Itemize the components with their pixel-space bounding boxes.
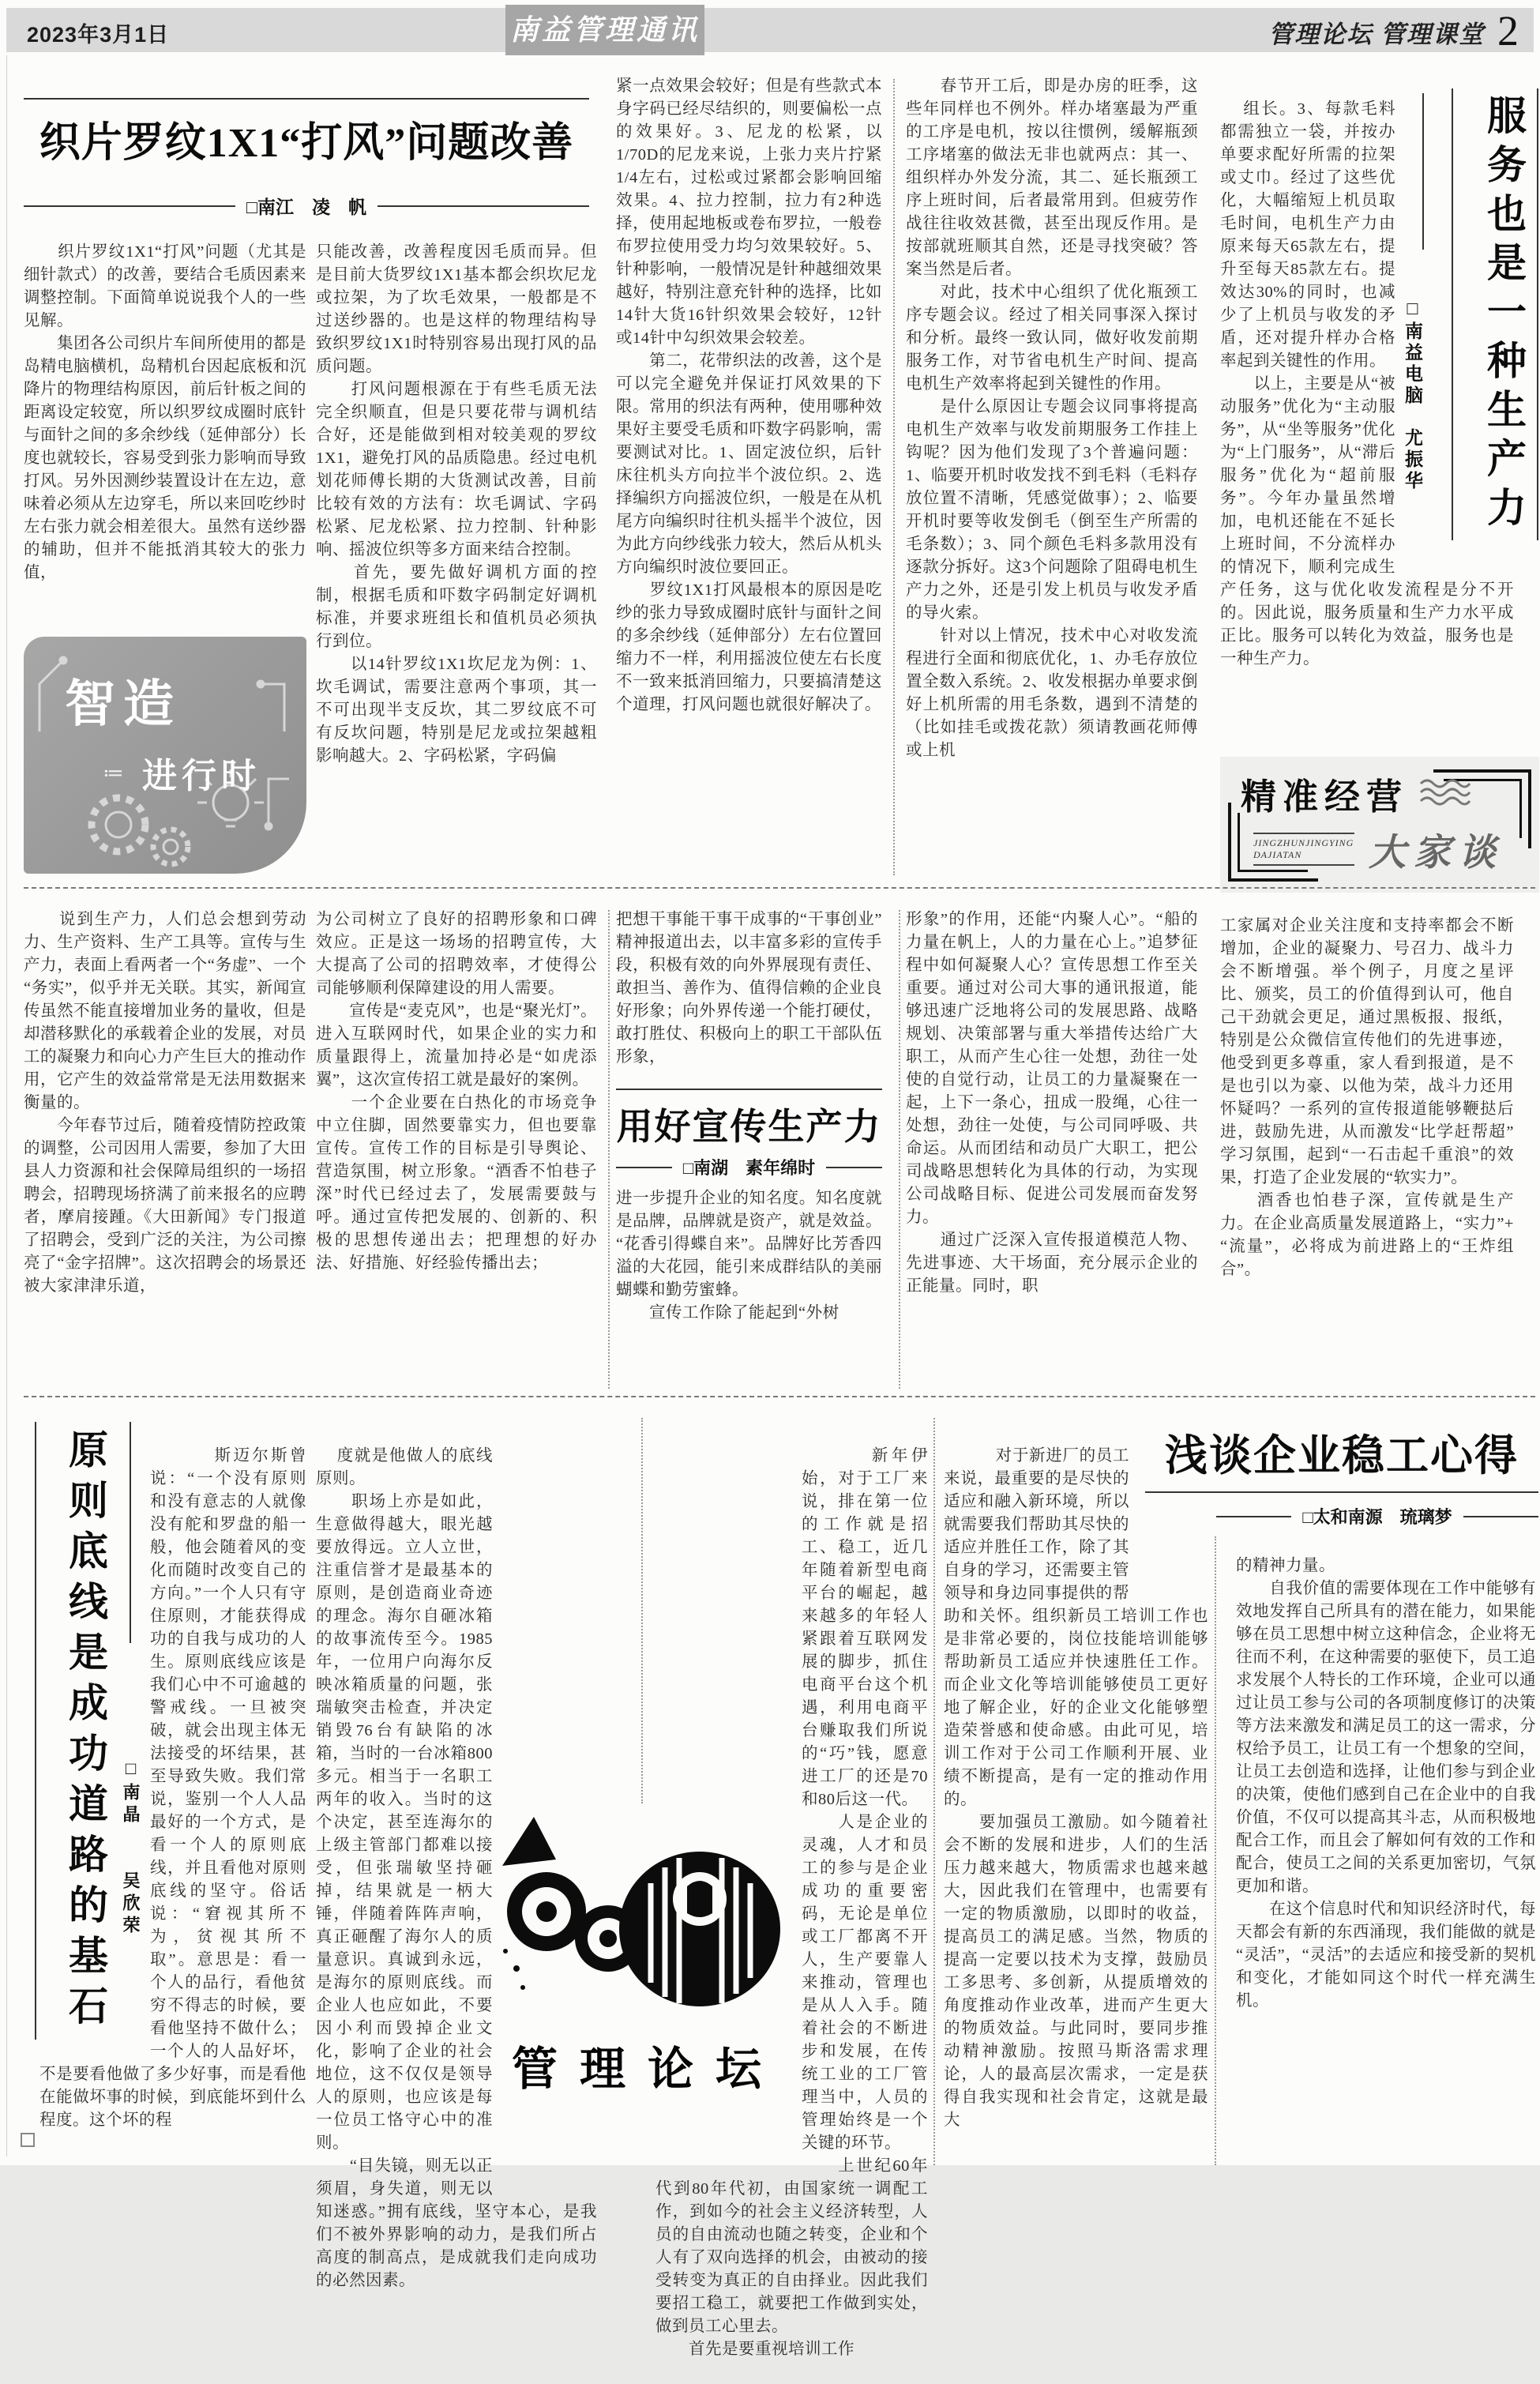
a2-column-1: 春节开工后，即是办房的旺季，这些年同样也不例外。样办堵塞最为严重的工序是电机，按以往惯例，缓解瓶颈工序堵塞的做法无非也就两点：其一、组织样办外发分流，其二、延长瓶颈工序上班时间，后者最常用到。但疲劳作战往往收效甚微，甚至出现反作用。是按部就班顺其自然，还是寻找突破？答案当然是后者。 对此，技术中心组织了优化瓶颈工序专题会议。经过了相关同事深入探讨和分析。最终一致认同，做好收发前期服务工作，对节省电机生产时间、提高电机生产效率将起到关键性的作用。 是什么原因让专题会议同事将提高电机生产效率与收发前期服务工作挂上钩呢？因为他们发现了3个普遍问题：1、临要开机时收发找不到毛料（毛料存放位置不清晰，凭感觉做事）；2、临要开机时要等收发倒毛（倒至生产所需的毛条数）；3、同个颜色毛料多款用没有逐款分拆好。这3个问题除了阻碍电机生产力之外，还是引发上机员与收发矛盾的导火索。 针对以上情况，技术中心对收发流程进行全面和彻底优化，1、办毛存放位置全数入系统。2、收发根据办单要求倒好上机所需的用毛条数，遇到不清楚的（比如挂毛或拨花款）须请教画花师傅或上机 [906,77,1198,759]
a3-column-3 [616,908,882,1395]
a3-title-rule [616,1089,882,1090]
a2-column-2-text: 组长。3、每款毛料都需独立一袋，并按办单要求配好所需的拉架或丈巾。经过了这些优化，大幅缩短上机员取毛时间，电机生产力由原来每天65款左右，提升至每天85款左右。提效达30%的同时，也减少了上机员与收发的矛盾，还对提升样办合格率起到关键性的作用。 以上，主要是从“被动服务”优化为“主动服务”，从“坐等服务”优化为“上门服务”，从“滞后服务”优化为“超前服务”。今年办量虽然增加，电机还能在不延长上班时间，不分流样办的情况下，顺利完成生产任务，这与优化收发流程是分不开的。因此说，服务质量和生产力水平成正比。服务可以转化为效益，服务也是一种生产力。 [1220,100,1514,667]
zhizao-line1: 智造 [65,676,182,732]
column-divider [641,1418,643,1803]
zhizao-line2: 进行时 [142,757,261,795]
promo-line2: 大家谈 [1369,833,1504,874]
a3-column-4: 形象”的作用，还能“内聚人心”。“船的力量在帆上，人的力量在心上。”追梦征程中如何凝聚人心？宣传思想工作至关重要。通过对公司大事的通讯报道，能够迅速广泛地将公司的发展思路、战略规划、决策部署与重大举措传达给广大职工，从而产生心往一处想，劲往一处使的自觉行动，让员工的力量凝聚在一起，上下一条心，扭成一股绳，心往一处想，劲往一处使，与公司同呼吸、共命运。从而团结和动员广大职工，把公司战略思想转化为具体的行动，为实现公司战略目标、促进公司发展而奋发努力。 通过广泛深入宣传报道模范人物、先进事迹、大干场面，充分展示企业的正能量。同时，职 [906,911,1198,1295]
page-number: 2 [1497,7,1519,55]
a1-byline-rule-right [377,205,589,207]
column-divider [1215,1536,1216,2165]
a1-title: 织片罗纹1X1“打风”问题改善 [39,121,574,166]
a4-title: 原则底线是成功道路的基石 [63,1429,107,2036]
a1-top-rule [24,98,589,100]
column-divider [899,910,900,1389]
a2-byline-rule-top [1422,93,1424,250]
column-divider [893,79,895,875]
a1-column-1: 织片罗纹1X1“打风”问题（尤其是细针款式）的改善，要结合毛质因素来调整控制。下面简单说说我个人的一些见解。 集团各公司织片车间所使用的都是岛精电脑横机，岛精机台因起底板和沉降片的物理结构原因，前后针板之间的距离设定较宽，所以织罗纹成圈时底针与面针之间的多余纱线（延伸部分）长度也就较长，容易受到张力影响而导致打风。另外因测纱装置设计在左边，意味着必须从左边穿毛，所以来回吃纱时左右张力就会相差很大。虽然有送纱器的辅助，但并不能抵消其较大的张力值， [24,243,306,581]
a5-column-1-text: 新年伊始，对于工厂来说，排在第一位的工作就是招工、稳工，近几年随着新型电商平台的崛起，越来越多的年轻人紧跟着互联网发展的脚步，抓住电商平台这个机遇，利用电商平台赚取我们所说的“巧”钱，愿意进工厂的还是70和80后这一代。 人是企业的灵魂，人才和员工的参与是企业成功的重要密码，无论是单位或工厂都离不开人，生产要靠人来推动，管理也是从人入手。随着社会的不断进步和发展，在传统工业的工厂管理当中，人员的管理始终是一个关键的环节。 上世纪60年代到80年代初，由国家统一调配工作，到如今的社会主义经济转型，人员的自由流动也随之转变，企业和个人有了双向选择的机会，由被动的接受转变为真正的自由择业。因此我们要招工稳工，就要把工作做到实处，做到员工心里去。 首先是要重视培训工作 [655,1447,928,2358]
promo-line1: 精准经营 [1241,777,1409,817]
a5-column-2-text: 对于新进厂的员工来说，最重要的是尽快的适应和融入新环境，所以就需要我们帮助其尽快的适应并胜任工作，除了其自身的学习，还需要主管领导和身边同事提供的帮助和关怀。组织新员工培训工作也是非常必要的，岗位技能培训能够帮助新员工适应并快速胜任工作。而企业文化等培训能够使员工更好地了解企业，好的企业文化能够塑造荣誉感和使命感。由此可见，培训工作对于公司工作顺利开展、业绩不断提高，是有一定的推动作用的。 要加强员工激励。如今随着社会不断的发展和进步，人们的生活压力越来越大，物质需求也越来越大，因此我们在管理中，也需要有一定的物质激励，以即时的收益，提高员工的满足感。当然，物质的提高一定要以技术为支撑，鼓励员工多思考、多创新，从提质增效的角度推动作业改革，进而产生更大的物质效益。与此同时，要同步推动精神激励。按照马斯洛需求理论，人的最高层次需求，一定是获得自我实现和社会肯定，这就是最大 [944,1447,1208,2129]
a3-byline-row [616,1155,882,1179]
a5-column-2 [944,1422,1208,2165]
list-icon: ≔ [103,761,124,784]
a5-byline: □太和南源 琉璃梦 [1302,1507,1452,1527]
jingzhun-promo-box [1220,757,1539,893]
a2-byline: □南益电脑 尤振华 [1403,298,1422,492]
a4-title-rule-left [35,1422,36,2040]
section-divider [24,1396,1535,1397]
masthead-title: 南益管理通讯 [505,5,704,55]
a2-title-rule-left [1452,88,1453,540]
a5-column-3: 的精神力量。 自我价值的需要体现在工作中能够有效地发挥自己所具有的潜在能力，如果能够在员工思想中树立这种信念，企业将无往而不利，在这种需要的驱使下，员工追求发展个人特长的工作环境，企业可以通过让员工参与公司的各项制度修订的决策等方法来激发和满足员工的这一需求，分权给予员工，让员工有一个想象的空间，让员工去创造和选择，让他们参与到企业的决策，使他们感到自己在企业中的自我价值，不仅可以提高其斗志，从而积极地配合工作，而且会了解如何有效的工作和配合，使员工之间的关系更加密切，气氛更加和谐。 在这个信息时代和知识经济时代，每天都会有新的东西涌现，我们能做的就是“灵活”，“灵活”的去适应和接受新的契机和变化，才能如同这个时代一样充满生机。 [1236,1557,1536,2010]
a4-column-1 [39,1422,306,2165]
a1-byline-row [24,193,589,219]
column-divider [608,910,610,1389]
zhizao-promo-box [24,637,306,874]
a1-column-2: 只能改善，改善程度因毛质而异。但是目前大货罗纹1X1基本都会织坎尼龙或拉架，为了坎毛效果，一般都是不过送纱器的。也是这样的物理结构导致织罗纹1X1时特别容易出现打风的品质问题。 打风问题根源在于有些毛质无法完全织顺直，但是只要花带与调机结合好，还是能做到相对较美观的罗纹1X1，避免打风的品质隐患。经过电机划花师傅长期的大货测试改善，目前比较有效的方法有：坎毛调试、字码松紧、尼龙松紧、拉力控制、针种影响、摇波位织等多方面来结合控制。 首先，要先做好调机方面的控制，根据毛质和吓数字码制定好调机标准，并要求班组长和值机员必须执行到位。 以14针罗纹1X1坎尼龙为例：1、坎毛调试，需要注意两个事项，其一不可出现半支反坎，其二罗纹底不可有反坎问题，特别是尼龙或拉架越粗影响越大。2、字码松紧，字码偏 [316,243,597,765]
a2-title: 服务也是一种生产力 [1482,95,1526,536]
a3-column-1: 说到生产力，人们总会想到劳动力、生产资料、生产工具等。宣传与生产力，表面上看两者一个“务虚”、一个“务实”，似乎并无关联。其实，新闻宣传虽然不能直接增加业务的量收，但是却潜移默化的承载着企业的发展，对员工的凝聚力和向心力产生巨大的推动作用，它产生的效益常常是无法用数据来衡量的。 今年春节过后，随着疫情防控政策的调整，公司因用人需要，参加了大田县人力资源和社会保障局组织的一场招聘会，招聘现场挤满了前来报名的应聘者，摩肩接踵。《大田新闻》专门报道了招聘会，受到广泛的关注，为公司擦亮了“金字招牌”。这次招聘会的场景还被大家津津乐道， [24,911,306,1295]
column-divider [933,1418,935,2165]
a1-column-3: 紧一点效果会较好；但是有些款式本身字码已经尽结织的，则要偏松一点的效果好。3、尼龙的松紧，以1/70D的尼龙来说，上张力夹片拧紧1/4左右，过松或过紧都会影响回缩效果。4、拉力控制，拉力有2种选择，使用起地板或卷布罗拉，一般卷布罗拉使用受力均匀效果较好。5、针种影响，一般情况是针种越细效果越好，特别注意充针种的选择，比如14针大货16针织效果会较好，12针或14针中勾织效果会较差。 第二，花带织法的改善，这个是可以完全避免并保证打风效果的下限。常用的织法有两种，使用哪种效果好主要受毛质和吓数字码影响，需要测试对比。1、固定波位织，后针床往机头方向拉半个波位织。2、选择编织方向摇波位织，一般是在从机尾方向编织时往机头摇半个波位，因为此方向纱线张力较大，然后从机头方向编织时波位要回正。 罗纹1X1打风最根本的原因是吃纱的张力导致成圈时底针与面针之间的多余纱线（延伸部分）左右位置回缩力不一样，利用摇波位使左右长度不一致来抵消回缩力，只要搞清楚这个道理，打风问题也就很好解决了。 [616,77,882,713]
a5-title-underline [1145,1491,1538,1493]
a5-title: 浅谈企业稳工心得 [1165,1432,1519,1480]
a5-byline-row [1216,1504,1538,1529]
a1-byline: □南江 凌 帆 [246,197,366,217]
section-names: 管理论坛 管理课堂 [1268,21,1485,48]
gear-icon [153,829,188,864]
a4-byline: □南晶 吴欣荣 [121,1758,141,1938]
forum-graphic-cutout [655,1897,802,2178]
issue-date: 2023年3月1日 [27,23,170,47]
section-divider [24,887,1535,889]
page-edge-line [6,55,7,2157]
a3-column-3-bottom: 进一步提升企业的知名度。知名度就是品牌，品牌就是资产，就是效益。“花香引得蝶自来”。品牌好比芳香四溢的大花园，能引来成群结队的美丽蝴蝶和勤劳蜜蜂。 宣传工作除了能起到“外树 [616,1190,882,1322]
gear-icon [92,798,145,852]
a4-column-2-text: 度就是他做人的底线原则。 职场上亦是如此，生意做得越大，眼光越要放得远。立人立世，注重信誉才是最基本的原则，是创造商业奇迹的理念。海尔自砸冰箱的故事流传至今。1985年，一位用户向海尔反映冰箱质量的问题，张瑞敏突击检查，并决定销毁76台有缺陷的冰箱，当时的一台冰箱800多元。相当于一名职工两年的收入。当时的这个决定，甚至连海尔的上级主管部门都难以接受，但张瑞敏坚持砸掉，结果就是一柄大锤，伴随着阵阵声响，真正砸醒了海尔人的质量意识。真诚到永远，是海尔的原则底线。而企业人也应如此，不要因小利而毁掉企业文化，影响了企业的社会地位，这不仅仅是领导人的原则，也应该是每一位员工恪守心中的准则。 “目失镜，则无以正须眉，身失道，则无以知迷惑。”拥有底线，坚守本心，是我们不被外界影响的动力，是我们所占高度的制高点，是成就我们走向成功的必然因素。 [316,1447,597,2289]
a3-title: 用好宣传生产力 [616,1107,882,1147]
a5-byline-rule-right [1463,1516,1538,1517]
a3-byline-rule-right [826,1167,882,1168]
a5-column-1 [655,1422,928,2358]
forum-graphic-label: 管理论坛 [511,2044,783,2095]
a3-column-3-top: 把想干事能干事干成事的“干事创业”精神报道出去，以丰富多彩的宣传手段，积极有效的向外界展现有责任、敢担当、善作为、值得信赖的企业良好形象；向外界传递一个能打硬仗，敢打胜仗、积极向上的职工干部队伍形象， [616,911,882,1066]
a3-column-5: 工家属对企业关注度和支持率都会不断增加，企业的凝聚力、号召力、战斗力会不断增强。举个例子，月度之星评比、颁奖，员工的价值得到认可，他自己干劲就会更足，通过黑板报、报纸，特别是公众微信宣传他们的先进事迹，他受到更多尊重，家人看到报道，是不是也引以为豪、以他为荣，战斗力还用怀疑吗？一系列的宣传报道能够鞭挞后进，鼓励先进，从而激发“比学赶帮超”学习氛围，起到“一石击起千重浪”的效果，打造了企业发展的“软实力”。 酒香也怕巷子深，宣传就是生产力。在企业高质量发展道路上，“实力”+“流量”，必将成为前进路上的“王炸组合”。 [1220,917,1514,1278]
a3-byline: □南湖 素年绵时 [682,1158,816,1178]
a5-byline-rule-left [1216,1516,1291,1517]
promo-roman1: JINGZHUNJINGYING [1253,837,1354,848]
footer-square-mark [21,2133,35,2147]
a4-column-1-text: 斯迈尔斯曾说：“一个没有原则和没有意志的人就像没有舵和罗盘的船一般，他会随着风的变化而随时改变自己的方向。”一个人只有守住原则，才能获得成功的自我与成功的人生。原则底线应该是我们心中不可逾越的警戒线。一旦被突破，就会出现主体无法接受的坏结果，甚至导致失败。我们常说，鉴别一个人人品最好的一个方式，是看一个人的原则底线，并且看他对原则底线的坚守。俗话说：“窘视其所不为，贫视其所不取”。意思是：看一个人的品行，看他贫穷不得志的时候，要看他坚持不做什么；一个人的人品好坏，不是要看他做了多少好事，而是看他在能做坏事的时候，到底能坏到什么程度。这个坏的程 [39,1447,307,2129]
a2-title-rule-right [1537,88,1538,540]
promo-roman-text [1253,833,1354,866]
promo-roman2: DAJIATAN [1253,849,1302,860]
waves-icon [1419,777,1470,809]
a1-byline-rule-left [24,205,235,207]
a4-title-cutout [39,1445,150,2055]
a3-byline-rule-left [616,1167,672,1168]
a3-column-2: 为公司树立了良好的招聘形象和口碑效应。正是这一场场的招聘宣传，大大提高了公司的招聘效率，才使得公司能够顺利保障建设的用人需要。 宣传是“麦克风”，也是“聚光灯”。进入互联网时代，如果企业的实力和质量跟得上，流量加持必是“如虎添翼”，这次宣传招工就是最好的案例。 一个企业要在白热化的市场竞争中立住脚，固然要靠实力，但也要靠宣传。宣传工作的目标是引导舆论、营造氛围，树立形象。“酒香不怕巷子深”时代已经过去了，发展需要鼓与呼。通过宣传把发展的、创新的、积极的思想传递出去；把理想的好办法、好措施、好经验传播出去； [316,911,597,1272]
